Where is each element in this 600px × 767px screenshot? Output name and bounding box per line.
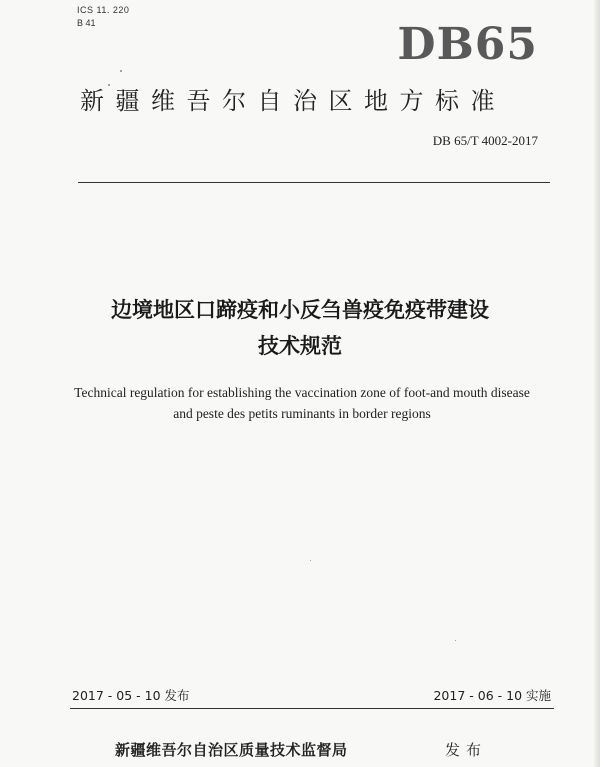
main-title-line2: 技术规范 bbox=[258, 334, 342, 358]
english-title bbox=[54, 382, 550, 424]
scan-speck bbox=[455, 640, 456, 641]
issue-date: 2017 - 05 - 10 发布 bbox=[72, 688, 190, 703]
footer-rule bbox=[70, 708, 554, 709]
publisher-name: 新疆维吾尔自治区质量技术监督局 bbox=[115, 741, 348, 759]
publish-label: 发布 bbox=[445, 741, 488, 759]
english-title-line2: and peste des petits ruminants in border regions bbox=[173, 406, 431, 421]
scan-speck bbox=[310, 560, 311, 561]
ics-code: ICS 11. 220 bbox=[77, 5, 130, 15]
scan-speck bbox=[108, 84, 110, 86]
effective-date: 2017 - 06 - 10 实施 bbox=[433, 688, 551, 703]
ccs-code: B 41 bbox=[77, 18, 96, 28]
english-title-line1: Technical regulation for establishing the vaccination zone of foot-and mouth disease bbox=[74, 385, 530, 400]
scan-edge-shadow bbox=[594, 0, 600, 767]
standard-type-title: 新疆维吾尔自治区地方标准 bbox=[80, 87, 506, 115]
header-rule bbox=[78, 182, 550, 183]
standard-number: DB 65/T 4002-2017 bbox=[432, 133, 538, 148]
scan-speck bbox=[120, 70, 122, 72]
db-logo: DB65 bbox=[397, 19, 538, 70]
main-title bbox=[60, 292, 540, 364]
main-title-line1: 边境地区口蹄疫和小反刍兽疫免疫带建设 bbox=[111, 298, 489, 322]
